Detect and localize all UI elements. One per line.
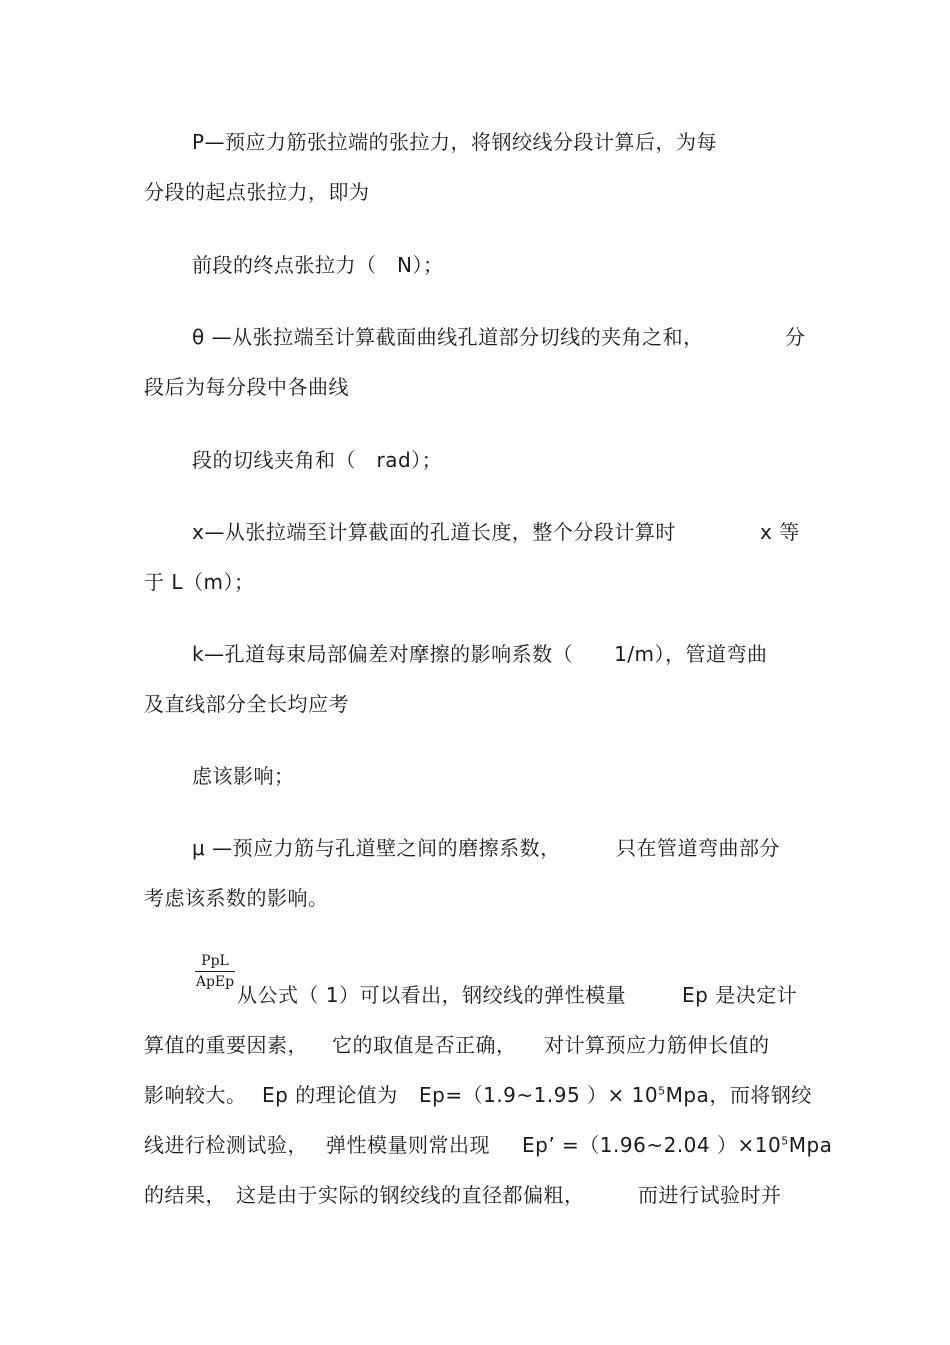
- formula-numerator: PpL: [195, 952, 235, 972]
- para-mu-line-1: μ —预应力筋与孔道壁之间的磨擦系数，: [192, 836, 561, 860]
- para-k-line-1: k—孔道每束局部偏差对摩擦的影响系数（ 1/m），管道弯曲: [192, 642, 768, 666]
- para-k-continued: 虑该影响；: [192, 764, 295, 788]
- para-ep-line-3-part-1: 影响较大。: [144, 1083, 247, 1107]
- para-ep-line-4-part-1: 线进行检测试验，: [144, 1133, 308, 1157]
- para-theta-continued: 段的切线夹角和（ rad）；: [192, 448, 443, 472]
- para-x-line-1: x—从张拉端至计算截面的孔道长度，整个分段计算时: [192, 520, 676, 544]
- para-ep-line-4-formula: [522, 1131, 832, 1159]
- ep-test-exponent: 5: [781, 1134, 789, 1148]
- ep-theory-exponent: 5: [658, 1084, 666, 1098]
- formula-denominator: ApEp: [195, 974, 235, 990]
- para-theta-line-1: θ —从张拉端至计算截面曲线孔道部分切线的夹角之和，: [192, 325, 704, 349]
- para-ep-line-5-part-1: 的结果，: [144, 1183, 226, 1207]
- para-ep-line-2-part-3: 对计算预应力筋伸长值的: [544, 1033, 770, 1057]
- para-mu-line-1-tail: 只在管道弯曲部分: [616, 836, 780, 860]
- para-ep-line-1-tail: Ep 是决定计: [682, 983, 798, 1007]
- para-p-line-1: P—预应力筋张拉端的张拉力，将钢绞线分段计算后，为每: [192, 130, 718, 154]
- para-theta-line-2: 段后为每分段中各曲线: [144, 375, 349, 399]
- formula-fraction: [195, 952, 235, 991]
- para-ep-line-5-part-2: 这是由于实际的钢绞线的直径都偏粗，: [236, 1183, 585, 1207]
- para-p-line-2: 分段的起点张拉力，即为: [144, 180, 370, 204]
- para-x-line-1-tail: x 等: [760, 520, 800, 544]
- para-ep-line-1: 从公式（ 1）可以看出，钢绞线的弹性模量: [237, 983, 627, 1007]
- para-k-line-2: 及直线部分全长均应考: [144, 692, 349, 716]
- para-ep-line-2-part-1: 算值的重要因素，: [144, 1033, 308, 1057]
- ep-theory-value: Ep=（1.9~1.95 ）× 10: [419, 1083, 659, 1107]
- para-ep-line-2-part-2: 它的取值是否正确，: [332, 1033, 517, 1057]
- para-ep-line-4-part-2: 弹性模量则常出现: [326, 1133, 490, 1157]
- ep-theory-unit: Mpa，而将钢绞: [665, 1083, 812, 1107]
- para-ep-line-5-part-3: 而进行试验时并: [638, 1183, 782, 1207]
- para-p-continued: 前段的终点张拉力（ N）；: [192, 253, 444, 277]
- para-theta-line-1-tail: 分: [785, 325, 806, 349]
- para-ep-line-3-part-2: Ep 的理论值为: [262, 1083, 398, 1107]
- ep-test-unit: Mpa: [788, 1133, 833, 1157]
- para-ep-line-3-formula: [419, 1081, 812, 1109]
- para-mu-line-2: 考虑该系数的影响。: [144, 886, 329, 910]
- ep-test-value: Ep’ =（1.96~2.04 ）×10: [522, 1133, 782, 1157]
- para-x-line-2: 于 L（m）；: [144, 570, 255, 594]
